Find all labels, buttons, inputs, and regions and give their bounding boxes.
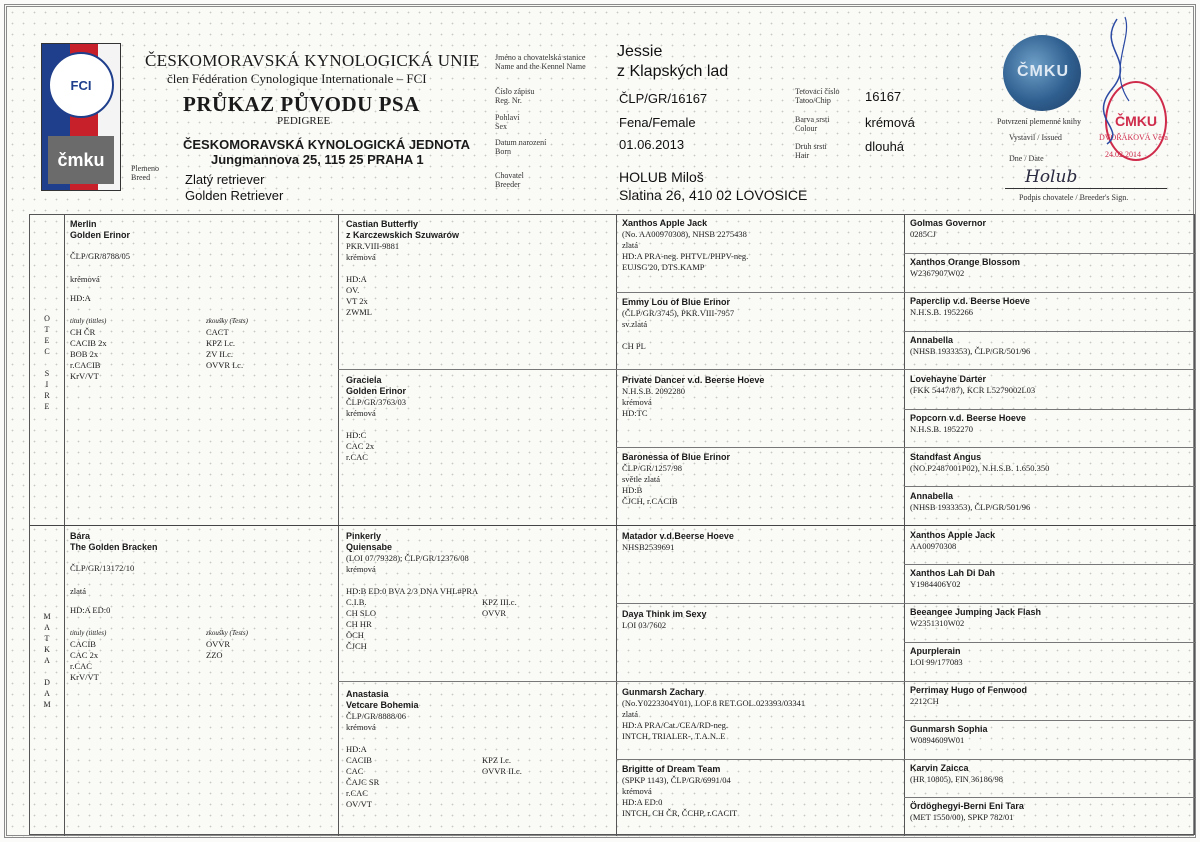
- cmku-logo: [41, 43, 121, 191]
- ancestor-cell: Golmas Governor 0285CJ: [910, 218, 987, 239]
- breed-label: Plemeno Breed: [131, 164, 159, 182]
- ancestor-cell: Ördöghegyi-Berni Eni Tara (MET 1550/00), SPKP 782/01: [910, 801, 1024, 822]
- breeder-address: Slatina 26, 410 02 LOVOSICE: [619, 187, 808, 203]
- ancestor-cell: Xanthos Apple Jack AA00970308: [910, 530, 996, 551]
- dog-born: 01.06.2013: [619, 137, 685, 152]
- signature-label: Podpis chovatele / Breeder's Sign.: [1019, 193, 1129, 202]
- dam-cell: Bára The Golden Bracken ČLP/GR/13172/10 zlatá HD:A ED:0 tituly (tittles) CACIB CAC 2x r.CAC KrV/VT zkoušky (Tests) OVVR ZZO: [70, 531, 248, 682]
- cmku-emblem-icon: čmku: [48, 136, 114, 184]
- breeder-label: Chovatel Breeder: [495, 171, 524, 189]
- breed-value-cz: Zlatý retriever: [185, 172, 265, 187]
- sex-label: Pohlaví Sex: [495, 113, 520, 131]
- name-label: Jméno a chovatelská stanice Name and the Kennel Name: [495, 53, 586, 71]
- pedigree-certificate: [4, 4, 1196, 838]
- fci-member-line: člen Fédération Cynologique Internationale – FCI: [167, 71, 427, 86]
- dog-colour: krémová: [865, 115, 915, 130]
- fci-emblem-icon: FCI: [48, 52, 114, 118]
- seal-date: 24.02.2014: [1105, 150, 1141, 159]
- ancestor-cell: Paperclip v.d. Beerse Hoeve N.H.S.B. 1952266: [910, 296, 1030, 317]
- ancestor-cell: Lovehayne Darter (FKK 5447/87), KCR L5279002L03: [910, 374, 1036, 395]
- dog-chip: 16167: [865, 89, 902, 104]
- confirmed-label: Potvrzení plemenné knihy: [997, 117, 1081, 126]
- grandparent-cell: Anastasia Vetcare Bohemia ČLP/GR/8888/06 krémová HD:A CACIB CAC ČAJC SR r.CAC OV/VT KPZ I.c. OVVR II.c.: [346, 689, 522, 809]
- great-grandparent-cell: Baronessa of Blue Erinor ČLP/GR/1257/98 světle zlatá HD:B ČJCH, r.CACIB: [622, 452, 731, 506]
- dog-kennel: z Klapských lad: [617, 63, 729, 80]
- dam-side-label: M A T K A D A M: [43, 612, 51, 709]
- document-subtitle: PEDIGREE: [277, 115, 331, 127]
- breeder-signature: Holub: [1025, 167, 1078, 187]
- sire-side-label: O T E C S I R E: [44, 314, 50, 411]
- ancestor-cell: Xanthos Lah Di Dah Y1984406Y02: [910, 568, 996, 589]
- grandparent-cell: Graciela Golden Erinor ČLP/GR/3763/03 krémová HD:C CAC 2x r.CAC: [346, 375, 407, 462]
- ancestor-cell: Annabella (NHSB 1933353), ČLP/GR/501/96: [910, 335, 1031, 356]
- pedigree-table: [29, 214, 1195, 835]
- breed-value-en: Golden Retriever: [185, 188, 284, 203]
- org-name: ČESKOMORAVSKÁ KYNOLOGICKÁ UNIE: [145, 51, 480, 70]
- ancestor-cell: Standfast Angus (NO.P2487001P02), N.H.S.B. 1.650.350: [910, 452, 1050, 473]
- hologram-sticker: ČMKU: [1003, 35, 1081, 111]
- sire-cell: Merlin Golden Erinor ČLP/GR/8788/05 krémová HD:A tituly (tittles) CH ČR CACIB 2x BOB 2x r.CACIB KrV/VT zkoušky (Tests) CACT KPZ I.c. ZV II.c. OVVR I.c.: [70, 219, 248, 381]
- registry-seal: ČMKU: [1105, 81, 1167, 161]
- ancestor-cell: Annabella (NHSB 1933353), ČLP/GR/501/96: [910, 491, 1031, 512]
- great-grandparent-cell: Emmy Lou of Blue Erinor (ČLP/GR/3745), PKR.VIII-7957 sv.zlatá CH PL: [622, 297, 735, 351]
- reg-label: Číslo zápisu Reg. Nr.: [495, 87, 535, 105]
- great-grandparent-cell: Brigitte of Dream Team (SPKP 1143), ČLP/GR/6991/04 krémová HD:A ED:0 INTCH, CH ČR, ČCHP, r.CACIT: [622, 764, 738, 818]
- seal-name: DVOŘÁKOVÁ Věra: [1099, 133, 1168, 142]
- grandparent-cell: Pinkerly Quiensabe (LOI 07/79328); ČLP/GR/12376/08 krémová HD:B ED:0 BVA 2/3 DNA VHL#PRA C.I.B. CH SLO CH HR ÖCH ČJCH KPZ III.c. OVVR: [346, 531, 517, 651]
- ancestor-cell: Beeangee Jumping Jack Flash W2351310W02: [910, 607, 1042, 628]
- breeder-name: HOLUB Miloš: [619, 169, 704, 185]
- ancestor-cell: Karvin Zaicca (HR 10805), FIN 36186/98: [910, 763, 1004, 784]
- club-name: ČESKOMORAVSKÁ KYNOLOGICKÁ JEDNOTA: [183, 137, 470, 152]
- grandparent-cell: Castian Butterfly z Karczewskich Szuwarów PKR.VIII-9881 krémová HD:A OV. VT 2x ZWML: [346, 219, 460, 317]
- date-label: Dne / Date: [1009, 154, 1044, 163]
- colour-label: Barva srsti Colour: [795, 115, 830, 133]
- born-label: Datum narození Born: [495, 138, 547, 156]
- dog-name: Jessie: [617, 43, 663, 60]
- ancestor-cell: Xanthos Orange Blossom W2367907W02: [910, 257, 1021, 278]
- dog-reg: ČLP/GR/16167: [619, 91, 708, 106]
- club-address: Jungmannova 25, 115 25 PRAHA 1: [211, 152, 424, 167]
- issued-label: Vystavil / Issued: [1009, 133, 1062, 142]
- great-grandparent-cell: Matador v.d.Beerse Hoeve NHSB2539691: [622, 531, 734, 552]
- ancestor-cell: Perrimay Hugo of Fenwood 2212CH: [910, 685, 1028, 706]
- hair-label: Druh srsti Hair: [795, 142, 827, 160]
- great-grandparent-cell: Daya Think im Sexy LOI 03/7602: [622, 609, 707, 630]
- dog-sex: Fena/Female: [619, 115, 696, 130]
- dog-hair: dlouhá: [865, 139, 905, 154]
- great-grandparent-cell: Private Dancer v.d. Beerse Hoeve N.H.S.B. 2092280 krémová HD:TC: [622, 375, 765, 418]
- issuer-signature-icon: [1087, 9, 1147, 149]
- ancestor-cell: Popcorn v.d. Beerse Hoeve N.H.S.B. 1952270: [910, 413, 1026, 434]
- great-grandparent-cell: Gunmarsh Zachary (No.Y0223304Y01), LOF.8 RET.GOL.023393/03341 zlatá HD:A PRA/Cat./CEA/RD-neg. INTCH, TRIALER-, T.A.N..E: [622, 687, 806, 741]
- document-title: PRŮKAZ PŮVODU PSA: [183, 92, 420, 116]
- ancestor-cell: Gunmarsh Sophia W0894609W01: [910, 724, 988, 745]
- great-grandparent-cell: Xanthos Apple Jack (No. AA00970308), NHSB 2275438 zlatá HD:A PRA-neg. PHTVL/PHPV-neg. EUJSG'20, DTS.KAMP: [622, 218, 749, 272]
- chip-label: Tetovací číslo Tatoo/Chip: [795, 87, 840, 105]
- ancestor-cell: Apurplerain LOI 99/177083: [910, 646, 963, 667]
